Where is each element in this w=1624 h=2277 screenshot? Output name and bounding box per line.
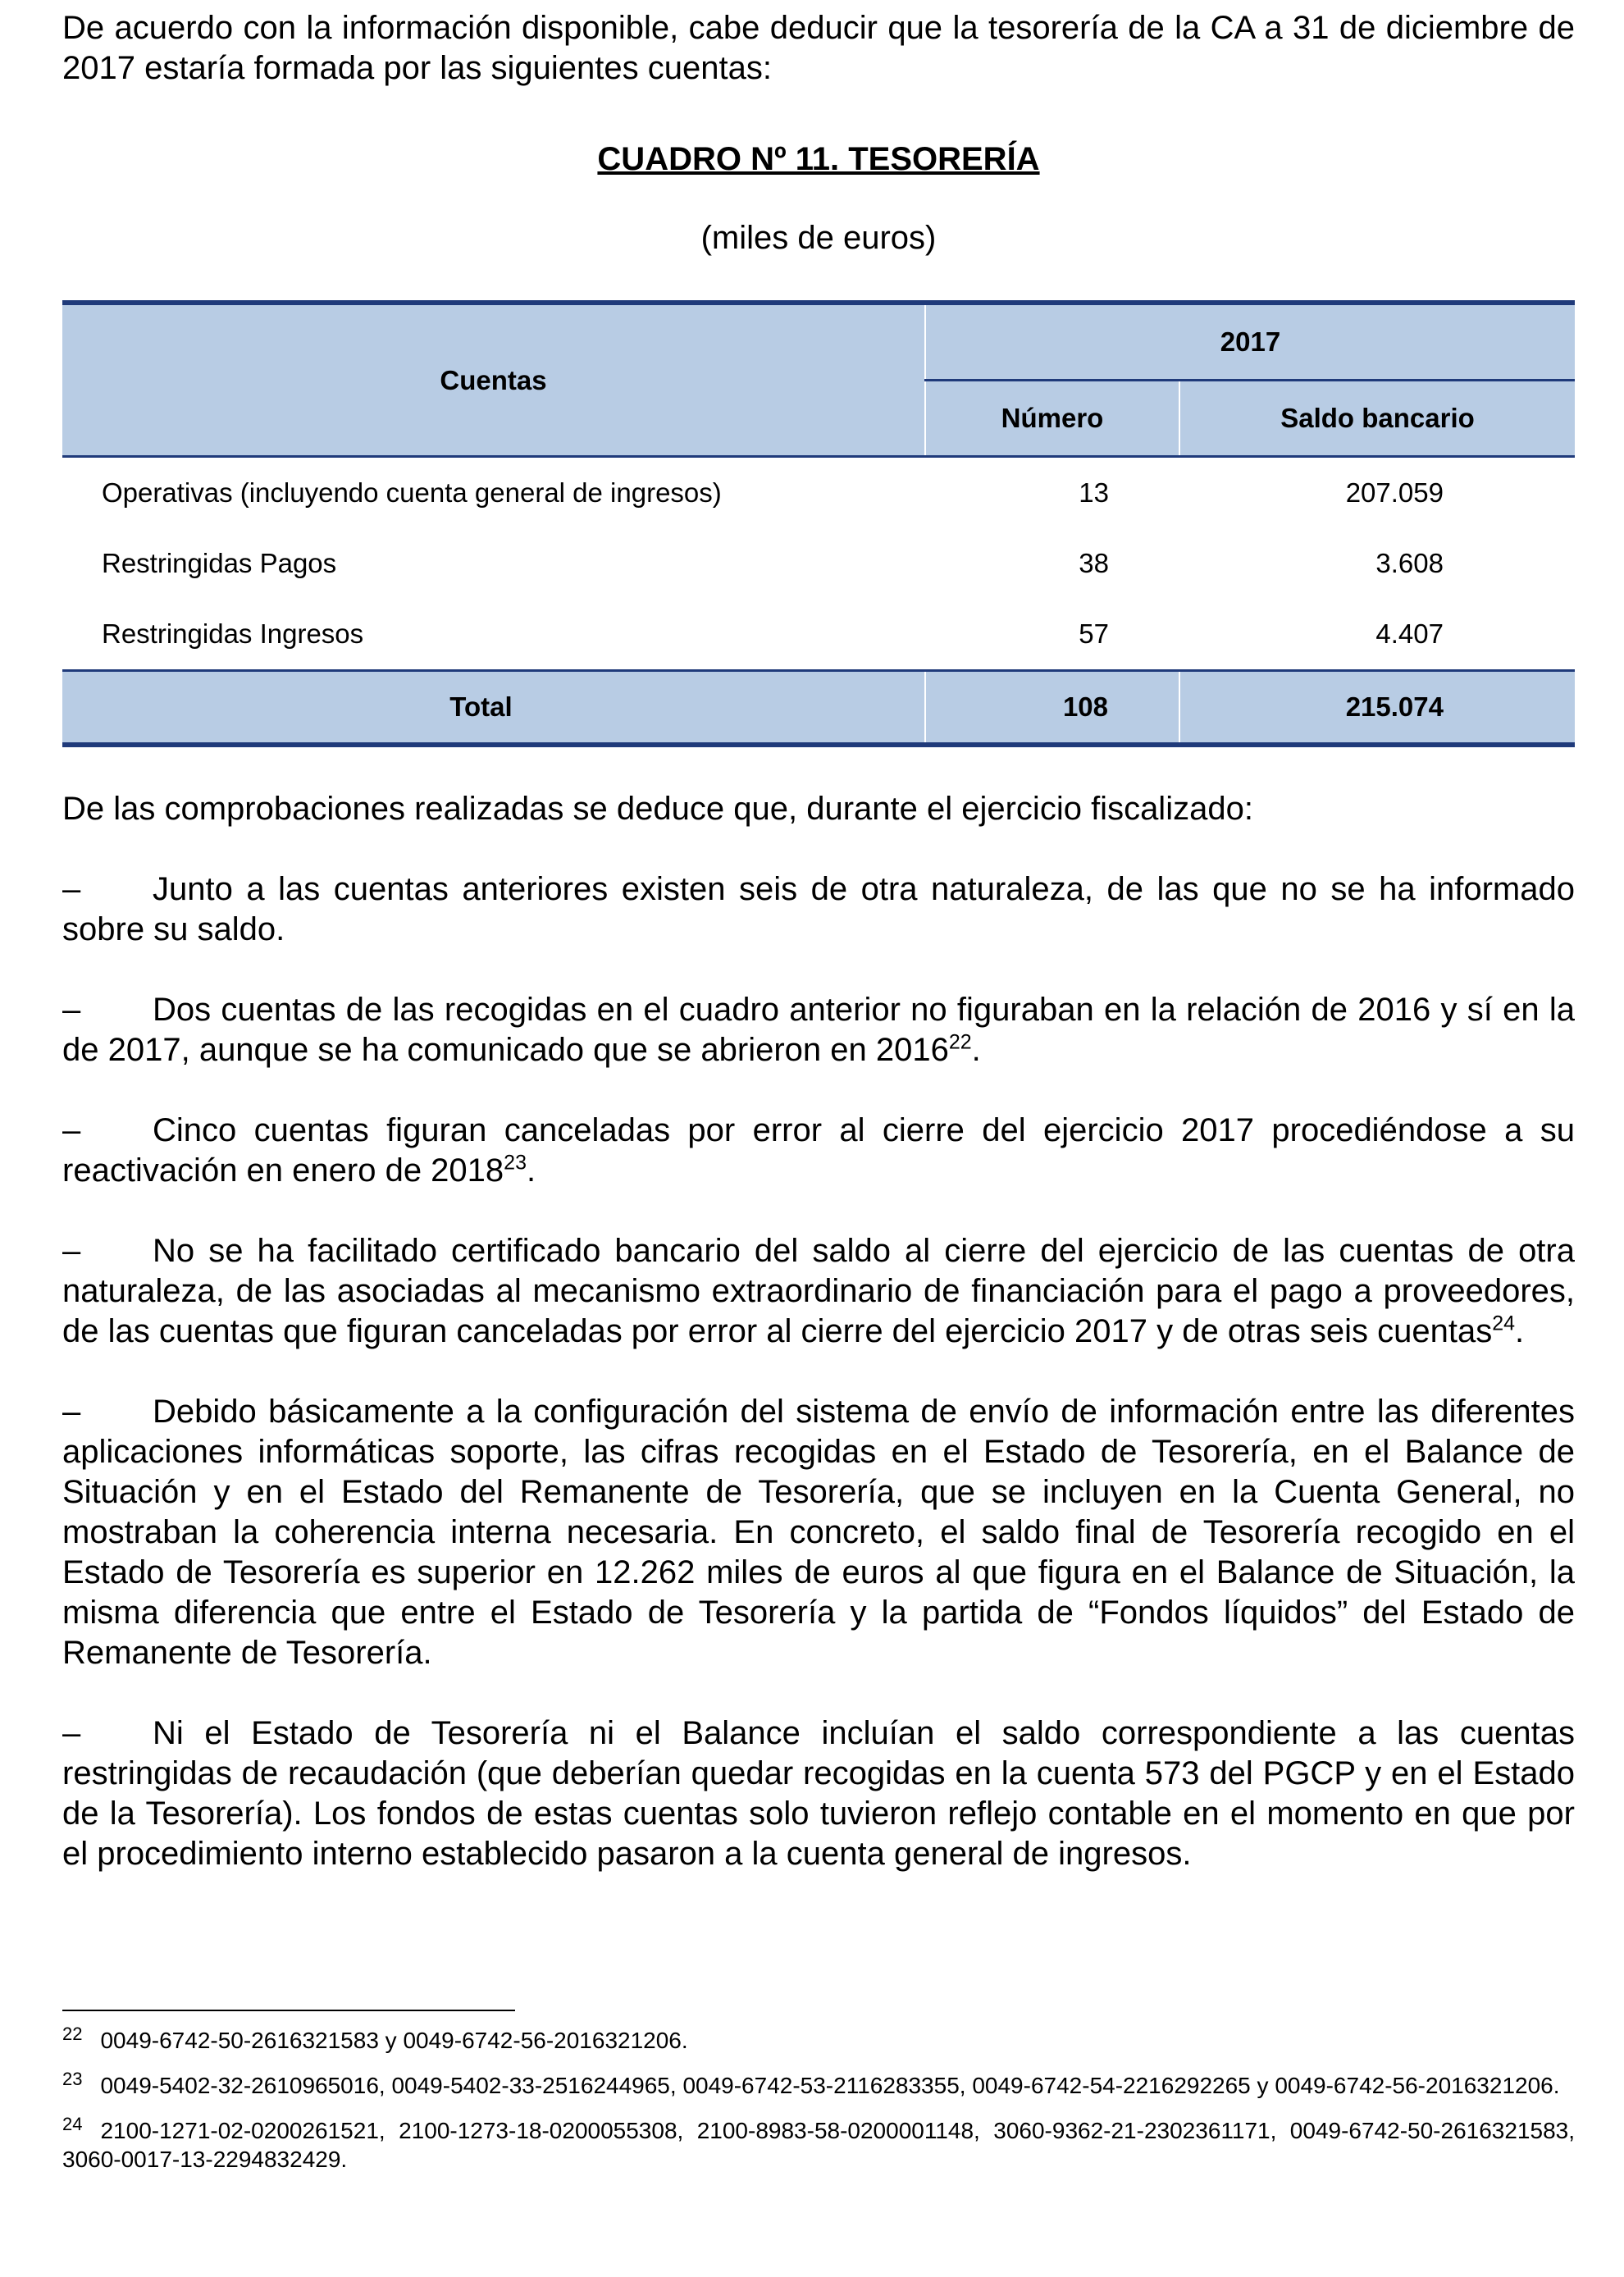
header-numero: Número (925, 381, 1179, 457)
footnote-ref[interactable]: 24 (1492, 1312, 1516, 1335)
footnote-text: 0049-5402-32-2610965016, 0049-5402-33-2516244965, 0049-6742-53-2116283355, 0049-6742-54-2216292265 y 0049-6742-56-2016321206. (100, 2073, 1560, 2098)
finding-punct: . (526, 1152, 536, 1189)
dash-marker: – (62, 1394, 81, 1430)
finding-item (62, 1111, 1575, 1191)
row-saldo: 4.407 (1375, 618, 1444, 649)
footnote (62, 2068, 1575, 2100)
finding-text: Ni el Estado de Tesorería ni el Balance incluían el saldo correspondiente a las cuentas restringidas de recaudación (que deberían quedar recogidas en la cuenta 573 del PGCP y en el Estado de la Tesorería). Los fondos de estas cuentas solo tuvieron reflejo contable en el momento en que por el procedimiento interno establecido pasaron a la cuenta general de ingresos. (62, 1715, 1575, 1872)
row-numero: 57 (1079, 618, 1109, 649)
finding-text: Junto a las cuentas anteriores existen seis de otra naturaleza, de las que no se ha informado sobre su saldo. (62, 871, 1575, 947)
footnote-ref[interactable]: 23 (504, 1151, 527, 1175)
treasury-table (62, 300, 1575, 747)
footnote-number: 23 (62, 2068, 83, 2089)
dash-marker: – (62, 1715, 81, 1751)
row-saldo: 207.059 (1345, 477, 1444, 508)
findings-section (62, 789, 1575, 1914)
row-cuenta: Operativas (incluyendo cuenta general de ingresos) (102, 477, 722, 508)
footnote-ref[interactable]: 22 (948, 1030, 972, 1054)
dash-marker: – (62, 1233, 81, 1269)
footnote (62, 2023, 1575, 2055)
finding-text: Cinco cuentas figuran canceladas por error al cierre del ejercicio 2017 procediéndose a su reactivación en enero de 2018 (62, 1112, 1575, 1189)
finding-text: No se ha facilitado certificado bancario del saldo al cierre del ejercicio de las cuentas de otra naturaleza, de las asociadas al mecanismo extraordinario de financiación para el pago a proveedores, de las cuentas que figuran canceladas por error al cierre del ejercicio 2017 y de otras seis cuentas (62, 1233, 1575, 1349)
table-row (62, 457, 1575, 529)
total-saldo: 215.074 (1179, 671, 1575, 746)
finding-text: Dos cuentas de las recogidas en el cuadro anterior no figuraban en la relación de 2016 y sí en la de 2017, aunque se ha comunicado que se abrieron en 2016 (62, 992, 1575, 1068)
row-saldo: 3.608 (1375, 548, 1444, 578)
finding-item (62, 1231, 1575, 1352)
dash-marker: – (62, 1112, 81, 1148)
total-row (62, 671, 1575, 746)
table-subtitle: (miles de euros) (700, 220, 937, 256)
footnote-number: 24 (62, 2113, 83, 2134)
header-cuentas: Cuentas (62, 303, 925, 457)
footnote-text: 2100-1271-02-0200261521, 2100-1273-18-0200055308, 2100-8983-58-0200001148, 3060-9362-21-2302361171, 0049-6742-50-2616321583, 3060-0017-13-2294832429. (62, 2118, 1575, 2172)
finding-text: Debido básicamente a la configuración del sistema de envío de información entre las diferentes aplicaciones informáticas soporte, las cifras recogidas en el Estado de Tesorería, en el Balance de Situación y en el Estado del Remanente de Tesorería, que se incluyen en la Cuenta General, no mostraban la coherencia interna necesaria. En concreto, el saldo final de Tesorería recogido en el Estado de Tesorería es superior en 12.262 miles de euros al que figura en el Balance de Situación, la misma diferencia que entre el Estado de Tesorería y la partida de “Fondos líquidos” del Estado de Remanente de Tesorería. (62, 1394, 1575, 1671)
footnotes (62, 2023, 1575, 2190)
finding-item (62, 869, 1575, 950)
row-numero: 38 (1079, 548, 1109, 578)
findings-lead: De las comprobaciones realizadas se deduce que, durante el ejercicio fiscalizado: (62, 791, 1253, 827)
table-title: CUADRO Nº 11. TESORERÍA (597, 141, 1040, 177)
total-label: Total (62, 671, 925, 746)
header-year: 2017 (925, 303, 1575, 381)
header-saldo: Saldo bancario (1179, 381, 1575, 457)
dash-marker: – (62, 992, 81, 1028)
footnote-text: 0049-6742-50-2616321583 y 0049-6742-56-2016321206. (100, 2028, 688, 2053)
table-row (62, 528, 1575, 599)
dash-marker: – (62, 871, 81, 907)
footnote-number: 22 (62, 2023, 83, 2044)
finding-item (62, 1713, 1575, 1874)
footnote-separator (62, 2010, 515, 2011)
finding-punct: . (1515, 1313, 1525, 1349)
row-cuenta: Restringidas Pagos (102, 548, 337, 578)
table-row (62, 599, 1575, 671)
finding-punct: . (971, 1032, 981, 1068)
total-numero: 108 (925, 671, 1179, 746)
row-cuenta: Restringidas Ingresos (102, 618, 364, 649)
finding-item (62, 1392, 1575, 1673)
intro-paragraph: De acuerdo con la información disponible, cabe deducir que la tesorería de la CA a 31 de diciembre de 2017 estaría formada por las siguientes cuentas: (62, 10, 1575, 86)
footnote (62, 2113, 1575, 2174)
row-numero: 13 (1079, 477, 1109, 508)
finding-item (62, 990, 1575, 1070)
